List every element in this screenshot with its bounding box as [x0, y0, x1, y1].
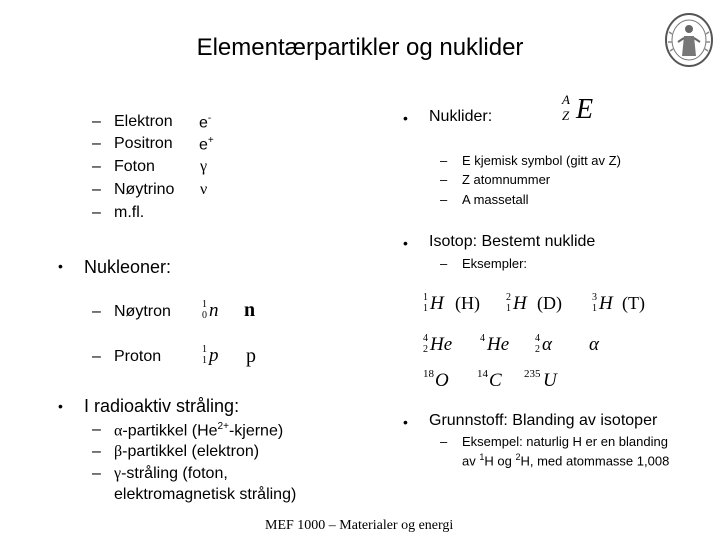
isotope-notation: 4 2 α	[535, 333, 552, 355]
particle-symbol: ν	[200, 181, 208, 198]
definition: E kjemisk symbol (gitt av Z)	[462, 153, 621, 168]
eksempel-line1: Eksempel: naturlig H er en blanding	[462, 434, 668, 449]
eksempler-label: Eksempler:	[462, 256, 528, 271]
alpha-symbol: α	[589, 334, 599, 355]
neutron-bold-symbol: n	[244, 299, 256, 321]
particle-symbol: e+	[199, 135, 214, 154]
isotope-notation: 4 2 He	[423, 333, 453, 355]
nuclide: 235 U	[524, 368, 557, 391]
proton-bold-symbol: p	[246, 345, 256, 367]
isotope-label: (H)	[455, 293, 480, 313]
bullet: •	[403, 110, 408, 126]
radioaktiv-heading: I radioaktiv stråling:	[84, 396, 240, 416]
nukleoner-heading: Nukleoner:	[84, 257, 172, 277]
nuclide-notation: A Z E	[562, 92, 594, 125]
nuclide: 18 O	[423, 368, 449, 391]
isotop-heading: Isotop: Bestemt nuklide	[429, 233, 596, 250]
nuklider-heading: Nuklider:	[429, 108, 493, 125]
eksempel-line2: av $^1$H og $^2$H, med atommasse 1,008	[462, 452, 670, 469]
isotope-notation: 2 1 H	[506, 292, 527, 314]
definition: A massetall	[462, 192, 529, 207]
proton-label: Proton	[114, 348, 162, 365]
nuclide: 14 C	[477, 368, 502, 391]
particle-name: Elektron	[114, 113, 173, 130]
bullet: •	[403, 235, 408, 251]
isotope-notation: 3 1 H	[592, 292, 613, 314]
isotope-label: (D)	[537, 293, 562, 313]
grunnstoff-heading: Grunnstoff: Blanding av isotoper	[429, 412, 658, 429]
bullet: •	[58, 258, 63, 274]
bullet: •	[58, 398, 63, 414]
definition: Z atomnummer	[462, 172, 551, 187]
isotope-label: (T)	[622, 293, 645, 313]
university-seal-icon	[664, 12, 714, 68]
particle-name: Positron	[114, 135, 173, 152]
particle-symbol: e-	[199, 113, 212, 132]
page-title: Elementærpartikler og nuklider	[196, 34, 524, 61]
particle-name: Foton	[114, 158, 155, 175]
footer-text: MEF 1000 – Materialer og energi	[265, 518, 454, 533]
particle-name: Nøytrino	[114, 181, 175, 198]
gamma-item: γ-stråling (foton,	[114, 465, 228, 482]
alpha-item: α-partikkel $(He^{2+}-kjerne)$	[114, 421, 284, 440]
gamma-item-line2: elektromagnetisk stråling)	[114, 486, 297, 503]
beta-item: β-partikkel (elektron)	[114, 443, 260, 460]
particle-symbol: γ	[200, 158, 208, 175]
neutron-notation: 1 0 n	[202, 299, 219, 321]
noytron-label: Nøytron	[114, 303, 171, 320]
isotope-notation: 1 1 H	[423, 292, 444, 314]
proton-notation: 1 1 p	[202, 344, 219, 366]
particle-name: m.fl.	[114, 204, 145, 221]
bullet: •	[403, 414, 408, 430]
isotope-notation: 4 He	[480, 333, 510, 355]
